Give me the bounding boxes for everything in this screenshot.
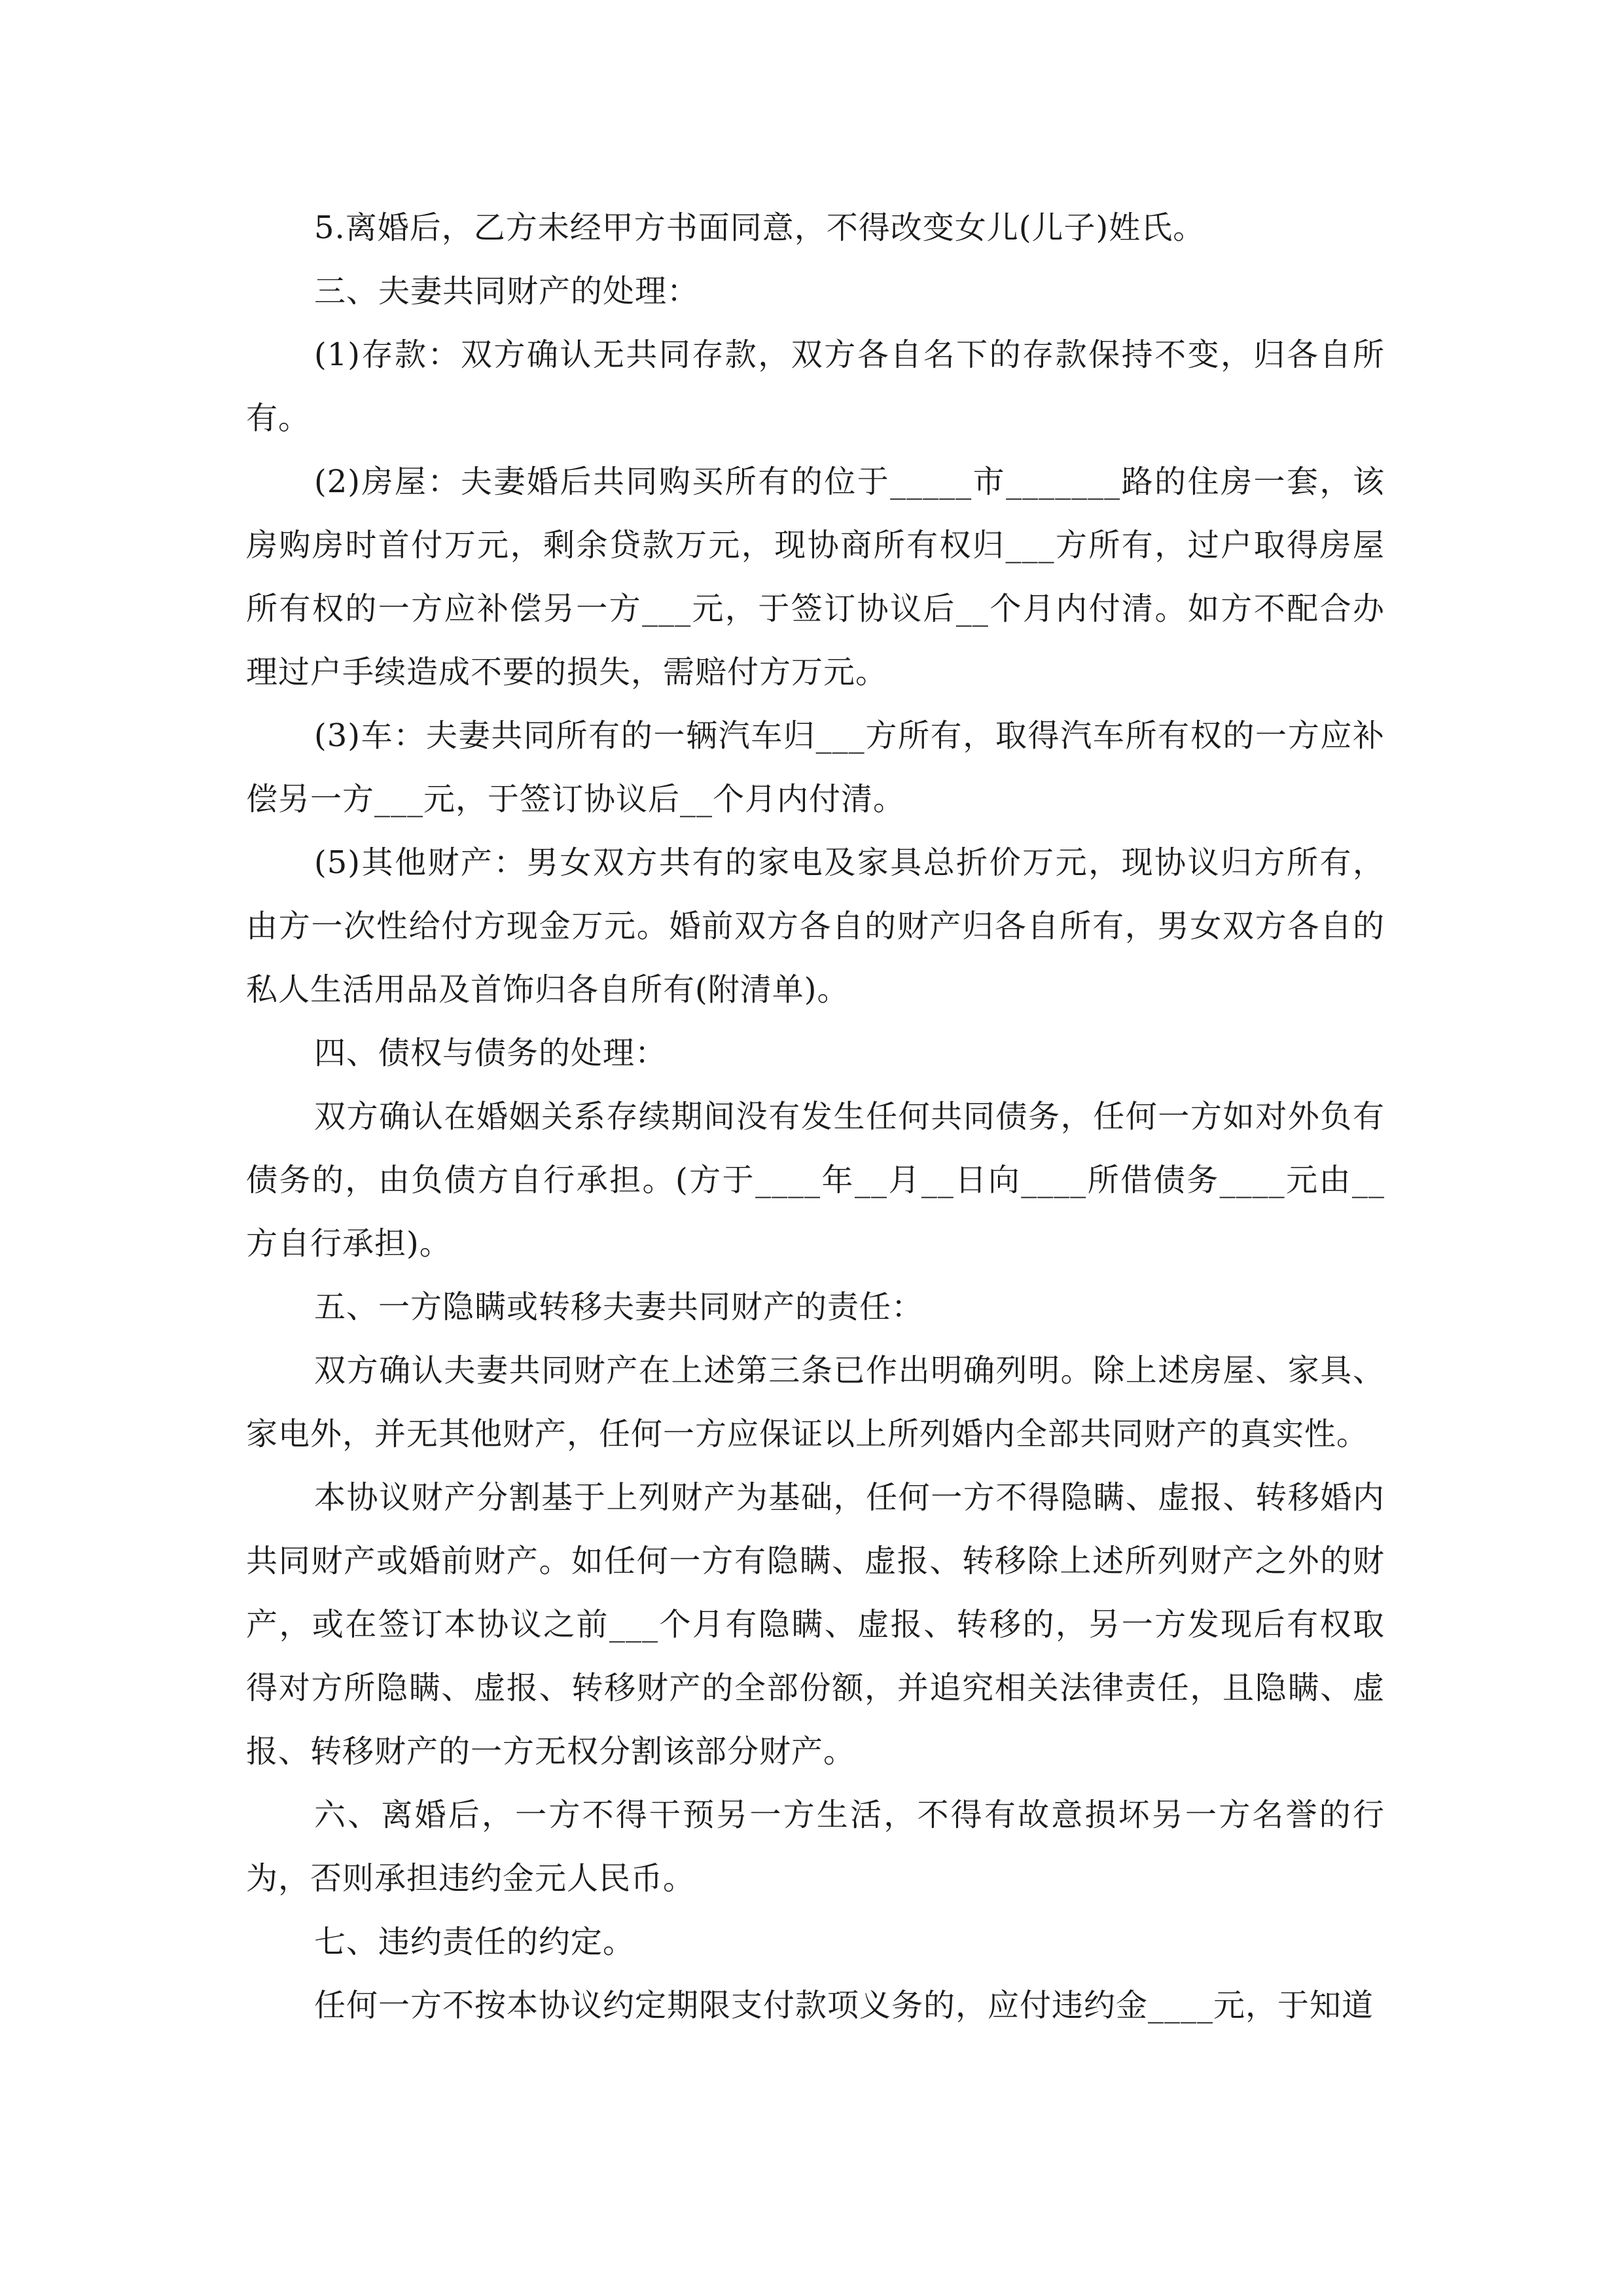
document-body — [246, 196, 1385, 2037]
paragraph-car: (3)车：夫妻共同所有的一辆汽车归___方所有，取得汽车所有权的一方应补偿另一方___元，于签订协议后__个月内付清。 — [246, 717, 1385, 817]
paragraph-clause-5: 5.离婚后，乙方未经甲方书面同意，不得改变女儿(儿子)姓氏。 — [314, 209, 1205, 246]
heading-section-4: 四、债权与债务的处理： — [314, 1035, 668, 1071]
heading-section-7: 七、违约责任的约定。 — [314, 1924, 635, 1960]
paragraph-breach-payment: 任何一方不按本协议约定期限支付款项义务的，应付违约金____元，于知道 — [314, 1987, 1374, 2024]
heading-section-3: 三、夫妻共同财产的处理： — [314, 273, 700, 310]
heading-section-6: 六、离婚后，一方不得干预另一方生活，不得有故意损坏另一方名誉的行为，否则承担违约金元人民币。 — [246, 1797, 1385, 1897]
paragraph-other-property: (5)其他财产：男女双方共有的家电及家具总折价万元，现协议归方所有，由方一次性给付方现金万元。婚前双方各自的财产归各自所有，男女双方各自的私人生活用品及首饰归各自所有(附清单)。 — [246, 844, 1385, 1008]
paragraph-deposits: (1)存款：双方确认无共同存款，双方各自名下的存款保持不变，归各自所有。 — [246, 336, 1385, 437]
paragraph-debts: 双方确认在婚姻关系存续期间没有发生任何共同债务，任何一方如对外负有债务的，由负债方自行承担。(方于____年__月__日向____所借债务____元由__方自行承担)。 — [246, 1098, 1385, 1262]
paragraph-house: (2)房屋：夫妻婚后共同购买所有的位于_____市_______路的住房一套，该房购房时首付万元，剩余贷款万元，现协商所有权归___方所有，过户取得房屋所有权的一方应补偿另一方___元，于签订协议后__个月内付清。如方不配合办理过户手续造成不要的损失，需赔付方万元。 — [246, 463, 1385, 691]
paragraph-concealment: 本协议财产分割基于上列财产为基础，任何一方不得隐瞒、虚报、转移婚内共同财产或婚前财产。如任何一方有隐瞒、虚报、转移除上述所列财产之外的财产，或在签订本协议之前___个月有隐瞒、虚报、转移的，另一方发现后有权取得对方所隐瞒、虚报、转移财产的全部份额，并追究相关法律责任，且隐瞒、虚报、转移财产的一方无权分割该部分财产。 — [246, 1479, 1385, 1770]
heading-section-5: 五、一方隐瞒或转移夫妻共同财产的责任： — [314, 1289, 924, 1325]
paragraph-property-confirmation: 双方确认夫妻共同财产在上述第三条已作出明确列明。除上述房屋、家具、家电外，并无其他财产，任何一方应保证以上所列婚内全部共同财产的真实性。 — [246, 1352, 1385, 1452]
